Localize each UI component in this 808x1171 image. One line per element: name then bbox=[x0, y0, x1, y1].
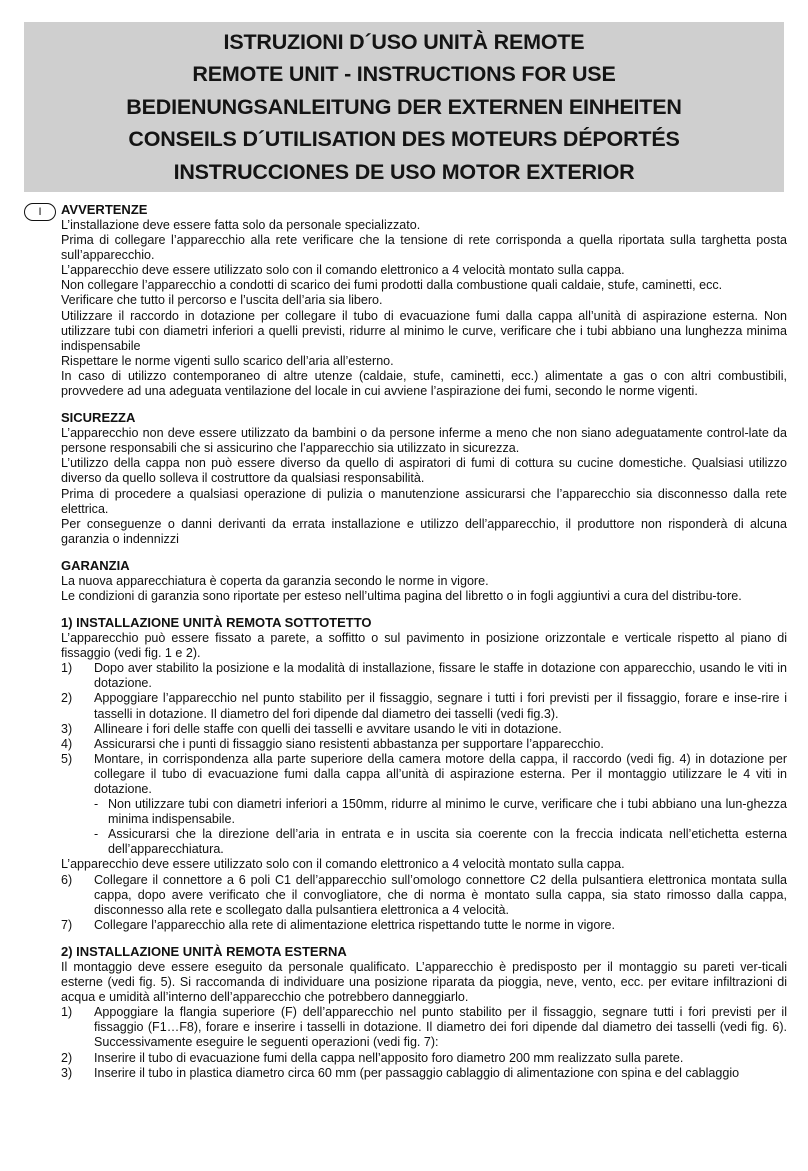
list-text: Dopo aver stabilito la posizione e la modalità di installazione, fissare le staffe in dotazione con apparecchio, usando le viti in dotazione. bbox=[94, 661, 787, 691]
list-item bbox=[61, 918, 787, 933]
section-avvertenze bbox=[61, 201, 787, 399]
list-item bbox=[61, 1066, 787, 1081]
list-item bbox=[61, 722, 787, 737]
list-item bbox=[61, 737, 787, 752]
list-number: 3) bbox=[61, 721, 73, 736]
section-installazione-sottotetto bbox=[61, 614, 787, 933]
title-banner bbox=[24, 22, 784, 192]
title-german: BEDIENUNGSANLEITUNG DER EXTERNEN EINHEITEN bbox=[126, 94, 682, 119]
list-text: Allineare i fori delle staffe con quelli dei tasselli e avvitare usando le viti in dotazione. bbox=[94, 721, 562, 736]
sub-list-dash: - bbox=[94, 797, 99, 812]
section-garanzia bbox=[61, 557, 787, 604]
list-text: Inserire il tubo di evacuazione fumi della cappa nell’apposito foro diametro 200 mm realizzato sulla parete. bbox=[94, 1050, 684, 1065]
title-spanish: INSTRUCCIONES DE USO MOTOR EXTERIOR bbox=[173, 159, 635, 184]
title-french: CONSEILS D´UTILISATION DES MOTEURS DÉPORTÉS bbox=[128, 127, 680, 152]
section-title: SICUREZZA bbox=[61, 410, 136, 426]
paragraph: Per conseguenze o danni derivanti da errata installazione e utilizzo dell’apparecchio, il produttore non risponderà di alcuna garanzia o indennizzi bbox=[61, 516, 787, 546]
list-number: 3) bbox=[61, 1065, 73, 1080]
language-badge: I bbox=[24, 203, 56, 221]
list-text: Assicurarsi che i punti di fissaggio siano resistenti abbastanza per supportare l’apparecchio. bbox=[94, 736, 604, 751]
list-number: 2) bbox=[61, 1050, 73, 1065]
list-number: 6) bbox=[61, 872, 73, 887]
section-sicurezza bbox=[61, 409, 787, 547]
list-text: Appoggiare l’apparecchio nel punto stabilito per il fissaggio, segnare i tutti i fori previsti per il fissaggio, forare e inse-rire i tasselli in dotazione. Il diametro del fori dipende dal diametro dei tasselli (vedi fig.3). bbox=[94, 691, 787, 721]
list-item bbox=[61, 1051, 787, 1066]
paragraph: Utilizzare il raccordo in dotazione per collegare il tubo di evacuazione fumi dalla cappa all’unità di aspirazione esterna. Non utilizzare tubi con diametri inferiori a quelli previsti, ridurre al minimo le curve, verificare che i tubi abbiano una lunghezza minima indispensabile bbox=[61, 308, 787, 353]
paragraph: L’apparecchio deve essere utilizzato solo con il comando elettronico a 4 velocità montato sulla cappa. bbox=[61, 857, 625, 872]
list-number: 4) bbox=[61, 736, 73, 751]
list-item bbox=[61, 661, 787, 691]
list-number: 7) bbox=[61, 917, 73, 932]
paragraph: Prima di procedere a qualsiasi operazione di pulizia o manutenzione assicurarsi che l’apparecchio sia disconnesso dalla rete elettrica. bbox=[61, 486, 787, 516]
paragraph: L’apparecchio non deve essere utilizzato da bambini o da persone inferme a meno che non siano adeguatamente control-late da persone responsabili che si assicurino che l’apparecchio sia utilizzato in sicurezza. bbox=[61, 426, 787, 456]
list-text: Collegare il connettore a 6 poli C1 dell’apparecchio sull’omologo connettore C2 della pulsantiera elettronica montata sulla cappa, dopo avere verificato che il convogliatore, che di norma è montato sulla cappa, sia stato rimosso dalla cappa, disconnesso alla rete e scollegato dalla pulsantiera elettronica a 4 velocità. bbox=[94, 872, 787, 917]
list-text: Appoggiare la flangia superiore (F) dell’apparecchio nel punto stabilito per il fissaggio, segnare tutti i fori previsti per il fissaggio (F1…F8), forare e inserire i tasselli in dotazione. Il diametro dei fori dipende dal diametro dei tasselli (vedi fig. 6). Successivamente eseguire le seguenti operazioni (vedi fig. 7): bbox=[94, 1005, 787, 1050]
section-title: 1) INSTALLAZIONE UNITÀ REMOTA SOTTOTETTO bbox=[61, 615, 372, 631]
sub-list-item bbox=[61, 827, 787, 857]
list-item bbox=[61, 873, 787, 918]
sub-list-dash: - bbox=[94, 827, 99, 842]
list-text: Montare, in corrispondenza alla parte superiore della camera motore della cappa, il raccordo (vedi fig. 4) in dotazione per collegare il tubo di evacuazione fumi dalla cappa all’unità di aspirazione esterna. Per il montaggio utilizzare le 4 viti in dotazione. bbox=[94, 751, 787, 796]
list-item bbox=[61, 1005, 787, 1050]
list-number: 5) bbox=[61, 751, 73, 766]
section-title: AVVERTENZE bbox=[61, 202, 148, 217]
list-number: 1) bbox=[61, 661, 73, 676]
sub-list-text: Non utilizzare tubi con diametri inferiori a 150mm, ridurre al minimo le curve, verificare che i tubi abbiano una lun-ghezza minima indispensabile. bbox=[108, 797, 787, 827]
paragraph: Non collegare l’apparecchio a condotti di scarico dei fumi prodotti dalla combustione quali caldaie, stufe, caminetti, ecc. bbox=[61, 278, 723, 293]
sub-list-text: Assicurarsi che la direzione dell’aria in entrata e in uscita sia coerente con la freccia indicata nell’etichetta esterna dell’apparecchiatura. bbox=[108, 827, 787, 857]
paragraph: Verificare che tutto il percorso e l’uscita dell’aria sia libero. bbox=[61, 293, 383, 308]
list-number: 2) bbox=[61, 691, 73, 706]
paragraph: In caso di utilizzo contemporaneo di altre utenze (caldaie, stufe, caminetti, ecc.) alimentate a gas o con altri combustibili, provvedere ad una adeguata ventilazione del locale in cui avviene l’aspirazione dei fumi, secondo le norme vigenti. bbox=[61, 368, 787, 399]
paragraph: La nuova apparecchiatura è coperta da garanzia secondo le norme in vigore. bbox=[61, 573, 489, 588]
section-title: GARANZIA bbox=[61, 557, 130, 573]
title-italian: ISTRUZIONI D´USO UNITÀ REMOTE bbox=[223, 29, 585, 54]
list-item bbox=[61, 691, 787, 721]
paragraph: Prima di collegare l’apparecchio alla rete verificare che la tensione di rete corrisponda a quella riportata sulla targhetta posta sull’apparecchio. bbox=[61, 233, 787, 263]
list-number: 1) bbox=[61, 1005, 73, 1020]
paragraph: L’installazione deve essere fatta solo da personale specializzato. bbox=[61, 218, 421, 232]
paragraph: L’apparecchio può essere fissato a parete, a soffitto o sul pavimento in posizione orizzontale e verticale rispetto al piano di fissaggio (vedi fig. 1 e 2). bbox=[61, 631, 787, 661]
title-english: REMOTE UNIT - INSTRUCTIONS FOR USE bbox=[192, 62, 616, 87]
sub-list-item bbox=[61, 797, 787, 827]
list-text: Inserire il tubo in plastica diametro circa 60 mm (per passaggio cablaggio di alimentazione con spina e del cablaggio bbox=[94, 1065, 740, 1080]
paragraph: Rispettare le norme vigenti sullo scarico dell’aria all’esterno. bbox=[61, 353, 394, 368]
section-title: 2) INSTALLAZIONE UNITÀ REMOTA ESTERNA bbox=[61, 943, 347, 959]
paragraph: Il montaggio deve essere eseguito da personale qualificato. L’apparecchio è predisposto per il montaggio su pareti ver-ticali esterne (vedi fig. 5). Si raccomanda di individuare una posizione riparata da pioggia, neve, vento, ecc. per evitare infiltrazioni di acqua e umidità all’interno dell’apparecchio che potrebbero danneggiarlo. bbox=[61, 959, 787, 1005]
list-item bbox=[61, 752, 787, 797]
document-body bbox=[61, 201, 787, 1081]
section-installazione-esterna bbox=[61, 943, 787, 1081]
list-text: Collegare l’apparecchio alla rete di alimentazione elettrica rispettando tutte le norme in vigore. bbox=[94, 917, 615, 932]
paragraph: Le condizioni di garanzia sono riportate per esteso nell’ultima pagina del libretto o in fogli aggiuntivi a cura del distribu-tore. bbox=[61, 588, 742, 603]
paragraph: L’utilizzo della cappa non può essere diverso da quello di aspiratori di fumi di cottura su cucine domestiche. Qualsiasi utilizzo diverso da quello solleva il costruttore da qualsiasi responsabilità. bbox=[61, 456, 787, 486]
paragraph: L’apparecchio deve essere utilizzato solo con il comando elettronico a 4 velocità montato sulla cappa. bbox=[61, 263, 625, 278]
